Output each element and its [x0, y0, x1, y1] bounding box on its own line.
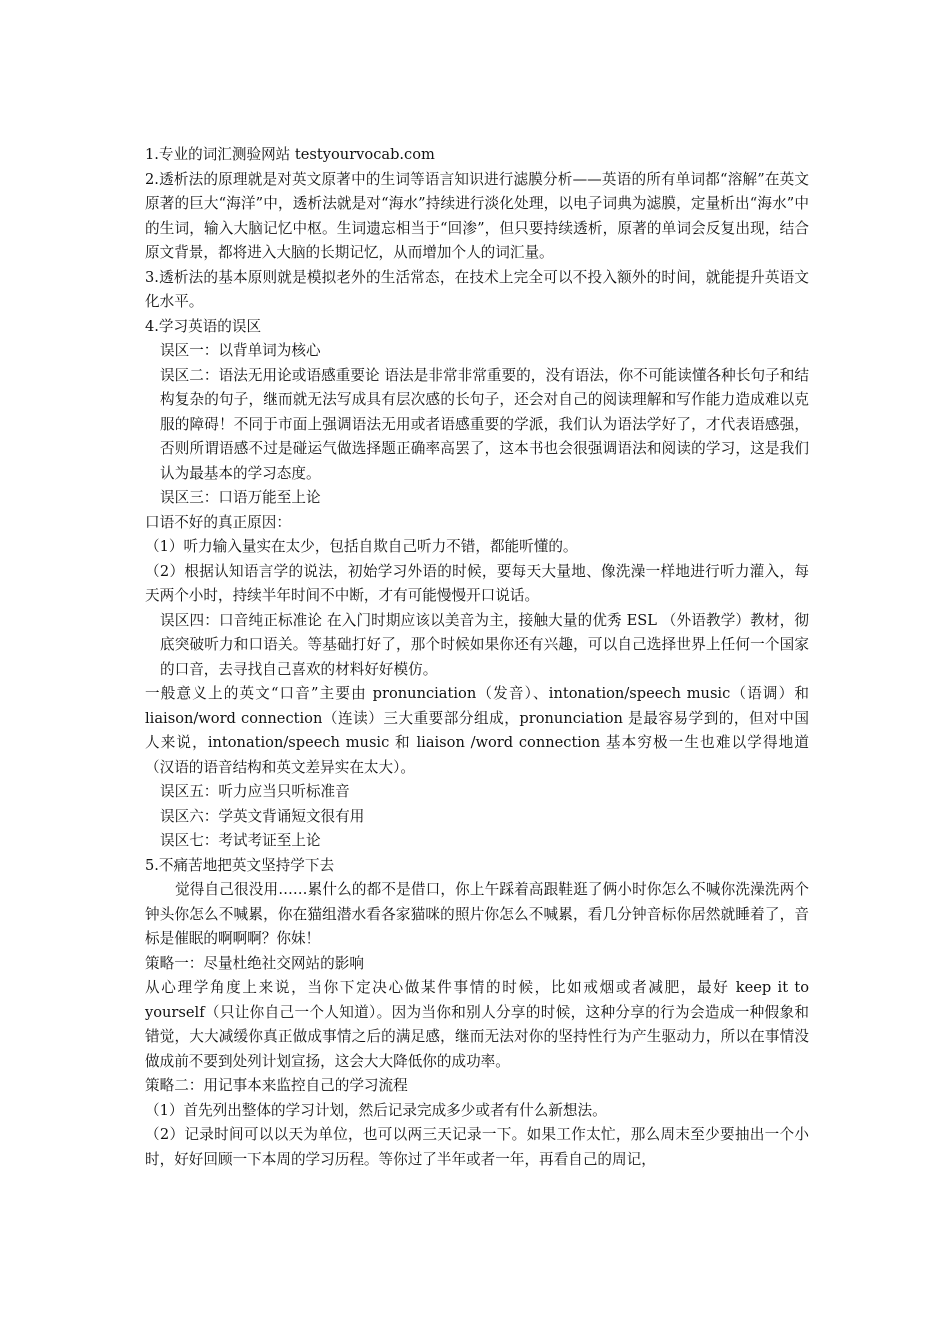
strategy-two-step-one: （1）首先列出整体的学习计划，然后记录完成多少或者有什么新想法。 [145, 1101, 607, 1119]
persist-paragraph: 觉得自己很没用……累什么的都不是借口，你上午踩着高跟鞋逛了俩小时你怎么不喊你洗澡洗两个钟头你怎么不喊累，你在猫组潜水看各家猫咪的照片你怎么不喊累，看几分钟音标你居然就睡着了，音标是催眠的啊啊啊？你妹！ [145, 881, 809, 947]
strategy-one-heading: 策略一：尽量杜绝社交网站的影响 [145, 954, 364, 972]
misconception-five: 误区五：听力应当只听标准音 [160, 783, 350, 800]
section-heading-persist: 5.不痛苦地把英文坚持学下去 [145, 856, 335, 874]
speaking-cause-heading: 口语不好的真正原因： [145, 513, 291, 531]
accent-explanation: 一般意义上的英文“口音”主要由 pronunciation（发音）、intonation/speech music（语调）和 liaison/word connection（连读）三大重要部分组成，pronunciation 是最容易学到的，但对中国人来说，intonation/speech music 和 liaison /word connection 基本穷极一生也难以学得地道（汉语的语音结构和英文差异实在太大）。 [145, 685, 809, 776]
speaking-cause-two: （2）根据认知语言学的说法，初始学习外语的时候，要每天大量地、像洗澡一样地进行听力灌入，每天两个小时，持续半年时间不中断，才有可能慢慢开口说话。 [145, 562, 809, 604]
misconception-one: 误区一：以背单词为核心 [160, 342, 321, 359]
misconception-six: 误区六：学英文背诵短文很有用 [160, 807, 365, 825]
misconception-two: 误区二：语法无用论或语感重要论 语法是非常非常重要的，没有语法，你不可能读懂各种长句子和结构复杂的句子，继而就无法写成具有层次感的长句子，还会对自己的阅读理解和写作能力造成难以克服的障碍！不同于市面上强调语法无用或者语感重要的学派，我们认为语法学好了，才代表语感强，否则所谓语感不过是碰运气做选择题正确率高罢了，这本书也会很强调语法和阅读的学习，这是我们认为最基本的学习态度。 [160, 366, 809, 482]
strategy-two-heading: 策略二：用记事本来监控自己的学习流程 [145, 1077, 408, 1094]
section-heading-misconceptions: 4.学习英语的误区 [145, 317, 262, 335]
misconception-four: 误区四：口音纯正标准论 在入门时期应该以美音为主，接触大量的优秀 ESL （外语教学）教材，彻底突破听力和口语关。等基础打好了，那个时候如果你还有兴趣，可以自己选择世界上任何一个国家的口音，去寻找自己喜欢的材料好好模仿。 [160, 611, 809, 678]
misconception-three: 误区三：口语万能至上论 [160, 489, 321, 506]
misconception-seven: 误区七：考试考证至上论 [160, 832, 321, 849]
item-vocab-website: 1.专业的词汇测验网站 testyourvocab.com [145, 146, 435, 163]
item-dialysis-principle: 2.透析法的原理就是对英文原著中的生词等语言知识进行滤膜分析——英语的所有单词都“溶解”在英文原著的巨大“海洋”中，透析法就是对“海水”持续进行淡化处理，以电子词典为滤膜，定量析出“海水”中的生词，输入大脑记忆中枢。生词遗忘相当于“回渗”，但只要持续透析，原著的单词会反复出现，结合原文背景，都将进入大脑的长期记忆，从而增加个人的词汇量。 [145, 170, 809, 261]
document-page [145, 143, 809, 1172]
speaking-cause-one: （1）听力输入量实在太少，包括自欺自己听力不错，都能听懂的。 [145, 538, 578, 555]
strategy-one-body: 从心理学角度上来说，当你下定决心做某件事情的时候，比如戒烟或者减肥，最好 keep it to yourself（只让你自己一个人知道）。因为当你和别人分享的时候，这种分享的行为会造成一种假象和错觉，大大减缓你真正做成事情之后的满足感，继而无法对你的坚持性行为产生驱动力，所以在事情没做成前不要到处列计划宣扬，这会大大降低你的成功率。 [145, 979, 809, 1070]
item-dialysis-basic-rule: 3.透析法的基本原则就是模拟老外的生活常态，在技术上完全可以不投入额外的时间，就能提升英语文化水平。 [145, 268, 809, 310]
strategy-two-step-two: （2）记录时间可以以天为单位，也可以两三天记录一下。如果工作太忙，那么周末至少要抽出一个小时，好好回顾一下本周的学习历程。等你过了半年或者一年，再看自己的周记， [145, 1126, 809, 1168]
